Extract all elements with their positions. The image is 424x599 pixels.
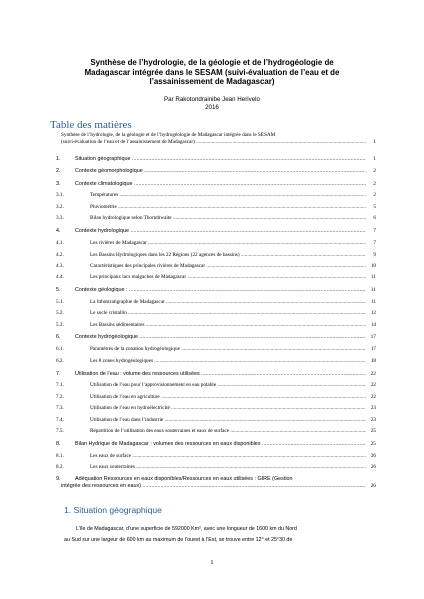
toc-entry-number: 8.: [56, 441, 61, 447]
toc-page-number: 9: [373, 252, 376, 258]
toc-entry-number: 5.3.: [56, 322, 64, 328]
toc-entry-label: Utilisation de l’eau en agriculture .....: [90, 393, 366, 402]
toc-entry-label: Utilisation de l’eau : volume des ressources utilisées .....: [75, 370, 366, 379]
toc-entry-continuation[interactable]: [56, 138, 376, 147]
toc-page-number: 12: [370, 310, 376, 316]
toc-entry-number: 7.1.: [56, 382, 64, 388]
toc-page-number: 26: [370, 464, 376, 470]
toc-entry-number: 5.1.: [56, 299, 64, 305]
toc-entry[interactable]: [56, 273, 376, 282]
toc-entry[interactable]: [56, 155, 376, 164]
toc-entry-label: Contexte géologique : .....: [75, 286, 366, 295]
toc-page-number: 25: [370, 441, 376, 447]
toc-entry-number: 6.: [56, 334, 61, 340]
toc-entry-label: Les rivières de Madagascar .....: [90, 239, 366, 248]
toc-entry-number: 3.2.: [56, 204, 64, 210]
toc-page-number: 22: [370, 371, 376, 377]
toc-entry-number: 3.1.: [56, 192, 64, 198]
toc-entry-label: Contexte climatologique .....: [75, 180, 366, 189]
toc-entry-label: Les Bassins sédimentaires .....: [90, 321, 366, 330]
toc-page-number: 23: [370, 417, 376, 423]
toc-entry-number: 1.: [56, 156, 61, 162]
toc-entry-number: 7.3.: [56, 405, 64, 411]
toc-entry-label: Bilan Hydrique de Madagascar : volumes des ressources en eaux disponibles .....: [75, 440, 366, 449]
toc-entry-number: 6.1.: [56, 346, 64, 352]
toc-page-number: 26: [370, 453, 376, 459]
toc-page-number: 7: [373, 228, 376, 234]
title-line: Madagascar intégrée dans le SESAM (suivi-évaluation de l’eau et de: [84, 67, 340, 77]
toc-entry-number: 4.: [56, 228, 61, 234]
toc-entry[interactable]: [56, 227, 376, 236]
toc-entry-number: 4.1.: [56, 240, 64, 246]
toc-entry-label: Utilisation de l’eau pour l’approvisionnement en eau potable .....: [90, 381, 366, 390]
toc-entry[interactable]: [56, 239, 376, 248]
toc-entry-number: 8.2.: [56, 464, 64, 470]
section-heading: 1. Situation géographique: [64, 505, 162, 515]
toc-entry[interactable]: [56, 214, 376, 223]
toc-entry-number: 2.: [56, 168, 61, 174]
toc-entry-label: Les 8 zones hydrogéologiques .....: [90, 357, 366, 366]
toc-entry-label: La lithostratigraphie de Madagascar .....: [90, 298, 366, 307]
title-line: Synthèse de l’hydrologie, de la géologie et de l’hydrogéologie de: [90, 58, 334, 67]
toc-entry[interactable]: [56, 321, 376, 330]
toc-entry[interactable]: [56, 191, 376, 200]
toc-entry[interactable]: [56, 416, 376, 425]
toc-page-number: 18: [370, 358, 376, 364]
toc-page-number: 26: [370, 483, 376, 489]
toc-entry-label: Contexte hydrologique .....: [75, 227, 366, 236]
toc-entry-label: Contexte hydrogéologique .....: [75, 333, 366, 342]
toc-entry[interactable]: [56, 333, 376, 342]
toc-entry[interactable]: [56, 440, 376, 449]
toc-entry-number: 3.: [56, 181, 61, 187]
toc-page-number: 2: [373, 168, 376, 174]
toc-entry-label: Les principaux lacs malgaches de Madagascar .....: [90, 273, 366, 282]
toc-entry-continuation[interactable]: [56, 482, 376, 491]
toc-page-number: 2: [373, 192, 376, 198]
toc-entry[interactable]: [56, 452, 376, 461]
toc-page-number: 1: [373, 139, 376, 145]
toc-entry-label: Situation géographique .....: [75, 155, 366, 164]
toc-page-number: 6: [373, 215, 376, 221]
author-name: Par Rakotondrainibe Jean Herivelo: [164, 96, 260, 103]
toc-page-number: 1: [373, 156, 376, 162]
toc-entry-label: Les eaux souterraines .....: [90, 463, 366, 472]
toc-entry-label: Utilisation de l’eau en hydroélectricité .....: [90, 404, 366, 413]
toc-page-number: 10: [370, 263, 376, 269]
toc-entry[interactable]: [56, 309, 376, 318]
toc-entry-label: Bilan hydrologique selon Thornthwaite .....: [90, 214, 366, 223]
toc-entry-label: Caractéristiques des principales rivières de Madagascar .....: [90, 262, 366, 271]
toc-page-number: 11: [371, 299, 376, 305]
toc-page-number: 22: [370, 394, 376, 400]
toc-entry[interactable]: [56, 357, 376, 366]
toc-entry[interactable]: [56, 404, 376, 413]
toc-entry-number: 5.: [56, 287, 61, 293]
toc-page-number: 5: [373, 204, 376, 210]
toc-entry-number: 8.1.: [56, 453, 64, 459]
toc-entry-label: (suivi-évaluation de l’eau et de l’assainissement de Madagascar) .....: [61, 138, 366, 147]
toc-page-number: 11: [370, 287, 376, 293]
toc-entry[interactable]: [56, 427, 376, 436]
toc-entry-label: Les eaux de surface .....: [90, 452, 366, 461]
toc-page-number: 2: [373, 181, 376, 187]
toc-entry-label: Adéquation Ressources en eaux disponibles/Ressources en eaux utilisées : GIRE (Gestion: [75, 476, 293, 482]
publication-year: 2016: [205, 103, 219, 111]
toc-entry-number: 4.3.: [56, 263, 64, 269]
toc-entry-label: intégrée des ressources en eaux) .....: [61, 482, 366, 491]
toc-entry-label: Utilisation de l’eau dans l’industrie .....: [90, 416, 366, 425]
toc-page-number: 22: [370, 382, 376, 388]
page-number: 1: [210, 559, 214, 566]
body-line: L’île de Madagascar, d’une superficie de 592000 Km², avec une longueur de 1600 km du Nord: [76, 526, 297, 532]
toc-page-number: 25: [370, 428, 376, 434]
toc-page-number: 17: [370, 334, 376, 340]
body-paragraph: [64, 524, 364, 545]
toc-page-number: 17: [370, 346, 376, 352]
toc-entry[interactable]: [56, 298, 376, 307]
toc-entry-number: 9.: [56, 476, 61, 482]
toc-entry[interactable]: [56, 393, 376, 402]
toc-entry[interactable]: [56, 286, 376, 295]
toc-entry-number: 7.4.: [56, 417, 64, 423]
toc-entry-number: 4.2.: [56, 252, 64, 258]
document-author-block: [40, 96, 384, 111]
toc-entry-label: Paramètres de la zonation hydrogéologique .....: [90, 345, 366, 354]
title-line: l’assainissement de Madagascar): [149, 77, 275, 87]
toc-entry-number: 3.3.: [56, 215, 64, 221]
toc-entry-number: 6.2.: [56, 358, 64, 364]
toc-page-number: 7: [373, 240, 376, 246]
toc-entry[interactable]: [56, 180, 376, 189]
toc-entry[interactable]: [56, 251, 376, 260]
toc-entry[interactable]: [56, 203, 376, 212]
toc-entry-number: 7.5.: [56, 428, 64, 434]
toc-entry[interactable]: [56, 167, 376, 176]
toc-entry-label: Températures .....: [90, 191, 366, 200]
toc-entry-label: Pluviométrie .....: [90, 203, 366, 212]
toc-entry[interactable]: [56, 463, 376, 472]
toc-page-number: 11: [371, 274, 376, 280]
toc-entry-number: 4.4.: [56, 274, 64, 280]
toc-page-number: 23: [370, 405, 376, 411]
toc-entry[interactable]: [56, 381, 376, 390]
toc-entry-number: 5.2.: [56, 310, 64, 316]
toc-entry[interactable]: [56, 345, 376, 354]
toc-entry[interactable]: [56, 370, 376, 379]
toc-entry-number: 7.2.: [56, 394, 64, 400]
toc-entry[interactable]: [56, 262, 376, 271]
document-title: [40, 58, 384, 87]
toc-entry-label: Contexte géomorphologique .....: [75, 167, 366, 176]
toc-entry-label: Le socle cristallin .....: [90, 309, 366, 318]
toc-entry-label: Les Bassins Hydrologiques dans les 22 Régions (22 agences de bassins) .....: [90, 251, 366, 260]
body-line: au Sud sur une largeur de 600 km au maximum de l’ouest à l’Est, se trouve entre 12° et 25°30 de: [64, 536, 293, 543]
toc-page-number: 14: [370, 322, 376, 328]
toc-entry-label: Répartition de l’utilisation des eaux souterraines et eaux de surface .....: [90, 427, 366, 436]
toc-entry-label: Synthèse de l’hydrologie, de la géologie et de l’hydrogéologie de Madagascar intégrée dans le SESAM: [61, 132, 276, 138]
toc-heading: Table des matières: [50, 119, 132, 131]
toc-entry-number: 7.: [56, 371, 61, 377]
